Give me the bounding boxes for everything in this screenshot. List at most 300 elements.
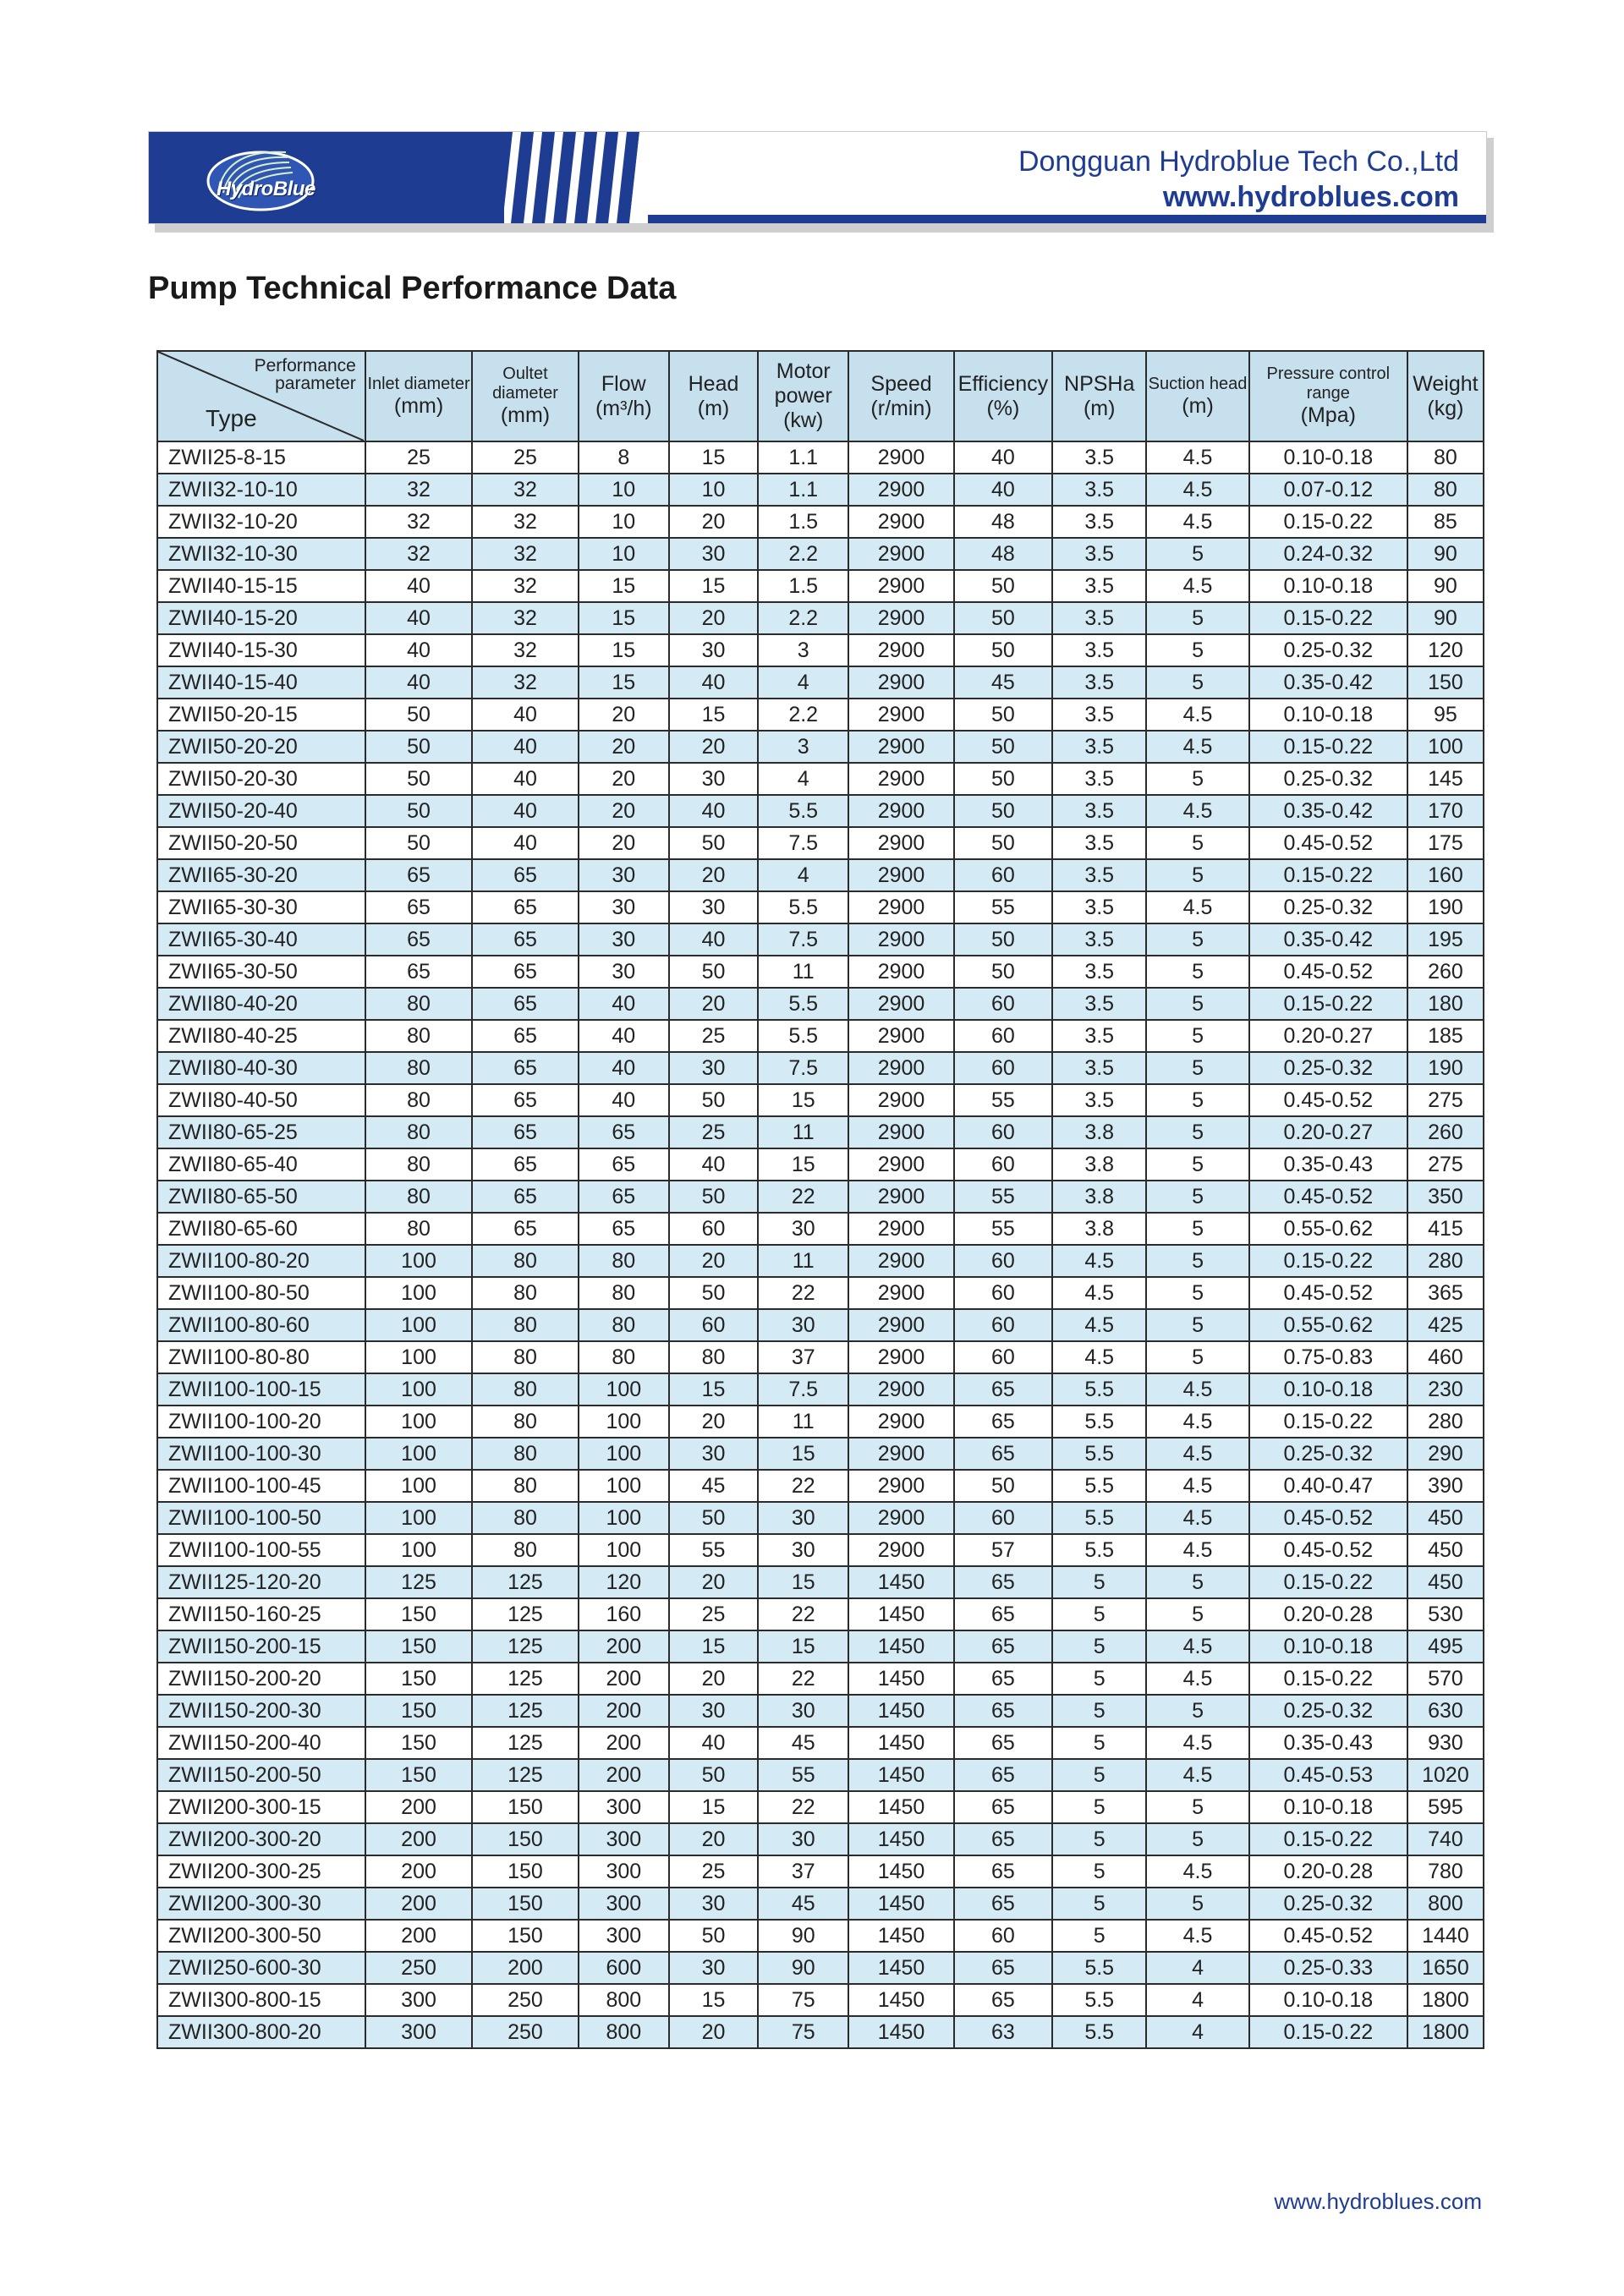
- table-cell: 5: [1052, 1855, 1146, 1888]
- table-cell: 32: [472, 570, 578, 602]
- table-cell: 80: [1407, 441, 1484, 474]
- table-cell: 50: [954, 956, 1052, 988]
- column-header-unit: (%): [986, 396, 1020, 420]
- table-cell: 100: [365, 1470, 472, 1502]
- column-header-suction-head: [1146, 351, 1248, 441]
- table-cell: 100: [579, 1406, 669, 1438]
- table-row: [157, 699, 1484, 731]
- table-cell: 150: [365, 1663, 472, 1695]
- table-cell: 0.55-0.62: [1249, 1309, 1407, 1341]
- table-cell: 200: [579, 1727, 669, 1759]
- table-cell: 22: [758, 1598, 848, 1630]
- table-cell: 1020: [1407, 1759, 1484, 1791]
- table-cell: 740: [1407, 1823, 1484, 1855]
- table-cell: 22: [758, 1181, 848, 1213]
- table-cell: 145: [1407, 763, 1484, 795]
- table-cell: 4.5: [1146, 506, 1248, 538]
- table-cell: 20: [579, 827, 669, 859]
- table-cell: 0.55-0.62: [1249, 1213, 1407, 1245]
- table-cell: 5.5: [758, 988, 848, 1020]
- table-cell: 15: [758, 1630, 848, 1663]
- table-cell: 4.5: [1052, 1245, 1146, 1277]
- table-cell: 55: [669, 1534, 758, 1566]
- table-cell: 5: [1146, 602, 1248, 634]
- table-cell: 3.5: [1052, 956, 1146, 988]
- table-cell: 150: [472, 1920, 578, 1952]
- table-cell: 1450: [848, 1888, 953, 1920]
- table-cell: 0.35-0.42: [1249, 795, 1407, 827]
- company-block: [1018, 144, 1459, 215]
- table-cell: 90: [758, 1920, 848, 1952]
- table-cell: 85: [1407, 506, 1484, 538]
- table-row: [157, 923, 1484, 956]
- corner-parameter-text: parameter: [275, 374, 356, 393]
- pump-type-cell: ZWII300-800-20: [157, 2016, 365, 2048]
- table-cell: 65: [365, 891, 472, 923]
- table-cell: 65: [472, 859, 578, 891]
- table-cell: 1450: [848, 1598, 953, 1630]
- table-cell: 48: [954, 538, 1052, 570]
- pump-type-cell: ZWII80-65-25: [157, 1116, 365, 1148]
- pump-type-cell: ZWII32-10-30: [157, 538, 365, 570]
- table-cell: 5: [1146, 956, 1248, 988]
- table-cell: 0.25-0.32: [1249, 891, 1407, 923]
- table-cell: 40: [579, 988, 669, 1020]
- table-cell: 3: [758, 634, 848, 666]
- table-cell: 120: [579, 1566, 669, 1598]
- table-cell: 25: [669, 1020, 758, 1052]
- pump-type-cell: ZWII100-100-15: [157, 1373, 365, 1406]
- table-cell: 7.5: [758, 1052, 848, 1084]
- table-cell: 4.5: [1146, 1502, 1248, 1534]
- table-cell: 5.5: [758, 891, 848, 923]
- table-cell: 150: [365, 1630, 472, 1663]
- table-cell: 50: [365, 827, 472, 859]
- table-cell: 425: [1407, 1309, 1484, 1341]
- table-cell: 37: [758, 1341, 848, 1373]
- table-row: [157, 1373, 1484, 1406]
- table-cell: 5: [1146, 634, 1248, 666]
- table-cell: 5.5: [1052, 1952, 1146, 1984]
- table-cell: 50: [365, 699, 472, 731]
- table-cell: 40: [472, 763, 578, 795]
- table-cell: 2900: [848, 570, 953, 602]
- table-row: [157, 474, 1484, 506]
- table-cell: 150: [365, 1598, 472, 1630]
- table-cell: 65: [472, 923, 578, 956]
- table-cell: 50: [669, 1084, 758, 1116]
- table-cell: 125: [472, 1695, 578, 1727]
- table-cell: 40: [579, 1084, 669, 1116]
- pump-type-cell: ZWII200-300-20: [157, 1823, 365, 1855]
- table-cell: 30: [579, 859, 669, 891]
- table-row: [157, 1181, 1484, 1213]
- table-cell: 5: [1146, 1052, 1248, 1084]
- column-header-label: Inlet diameter: [367, 374, 470, 393]
- table-cell: 80: [365, 1116, 472, 1148]
- table-cell: 2.2: [758, 602, 848, 634]
- table-cell: 365: [1407, 1277, 1484, 1309]
- table-cell: 50: [669, 1759, 758, 1791]
- table-cell: 230: [1407, 1373, 1484, 1406]
- table-cell: 3.5: [1052, 1084, 1146, 1116]
- table-cell: 5: [1146, 923, 1248, 956]
- table-cell: 30: [758, 1534, 848, 1566]
- banner-bottom-rule: [648, 215, 1486, 223]
- pump-type-cell: ZWII125-120-20: [157, 1566, 365, 1598]
- table-cell: 40: [365, 634, 472, 666]
- table-cell: 60: [954, 859, 1052, 891]
- table-cell: 150: [472, 1888, 578, 1920]
- table-cell: 200: [365, 1920, 472, 1952]
- table-row: [157, 1630, 1484, 1663]
- pump-type-cell: ZWII150-160-25: [157, 1598, 365, 1630]
- table-cell: 60: [954, 1052, 1052, 1084]
- table-cell: 90: [1407, 538, 1484, 570]
- column-header-label: Weight: [1413, 371, 1479, 396]
- column-header-unit: (r/min): [870, 396, 932, 420]
- table-cell: 10: [579, 506, 669, 538]
- table-body: [157, 441, 1484, 2048]
- table-cell: 200: [365, 1823, 472, 1855]
- table-cell: 0.15-0.22: [1249, 2016, 1407, 2048]
- table-cell: 30: [669, 634, 758, 666]
- table-cell: 20: [579, 795, 669, 827]
- table-row: [157, 570, 1484, 602]
- pump-type-cell: ZWII65-30-50: [157, 956, 365, 988]
- table-cell: 190: [1407, 1052, 1484, 1084]
- table-cell: 0.25-0.32: [1249, 1052, 1407, 1084]
- table-cell: 100: [365, 1502, 472, 1534]
- table-cell: 2.2: [758, 538, 848, 570]
- table-cell: 15: [669, 1373, 758, 1406]
- table-cell: 250: [365, 1952, 472, 1984]
- table-cell: 2900: [848, 795, 953, 827]
- table-row: [157, 1855, 1484, 1888]
- table-cell: 4.5: [1052, 1309, 1146, 1341]
- table-cell: 50: [954, 1470, 1052, 1502]
- table-cell: 100: [579, 1534, 669, 1566]
- table-cell: 45: [758, 1727, 848, 1759]
- table-row: [157, 1695, 1484, 1727]
- table-cell: 185: [1407, 1020, 1484, 1052]
- table-cell: 300: [579, 1823, 669, 1855]
- table-cell: 75: [758, 1984, 848, 2016]
- table-cell: 20: [669, 988, 758, 1020]
- table-cell: 0.45-0.52: [1249, 1277, 1407, 1309]
- table-cell: 40: [579, 1020, 669, 1052]
- pump-type-cell: ZWII100-100-20: [157, 1406, 365, 1438]
- table-cell: 2900: [848, 1277, 953, 1309]
- table-cell: 50: [669, 827, 758, 859]
- table-cell: 0.40-0.47: [1249, 1470, 1407, 1502]
- table-cell: 100: [365, 1277, 472, 1309]
- table-cell: 50: [669, 956, 758, 988]
- table-cell: 4.5: [1146, 891, 1248, 923]
- table-cell: 3.5: [1052, 731, 1146, 763]
- table-cell: 4.5: [1146, 731, 1248, 763]
- table-cell: 30: [669, 1052, 758, 1084]
- table-cell: 80: [365, 1181, 472, 1213]
- table-cell: 55: [954, 1181, 1052, 1213]
- pump-type-cell: ZWII50-20-50: [157, 827, 365, 859]
- table-cell: 60: [954, 1116, 1052, 1148]
- table-cell: 0.35-0.42: [1249, 666, 1407, 699]
- table-cell: 0.24-0.32: [1249, 538, 1407, 570]
- table-cell: 15: [579, 634, 669, 666]
- table-cell: 75: [758, 2016, 848, 2048]
- table-cell: 4.5: [1146, 1534, 1248, 1566]
- table-row: [157, 441, 1484, 474]
- table-cell: 20: [669, 1245, 758, 1277]
- table-cell: 32: [472, 666, 578, 699]
- table-cell: 25: [472, 441, 578, 474]
- table-cell: 390: [1407, 1470, 1484, 1502]
- table-cell: 2900: [848, 827, 953, 859]
- table-cell: 250: [472, 1984, 578, 2016]
- table-cell: 0.10-0.18: [1249, 1791, 1407, 1823]
- corner-header-cell: [157, 351, 365, 441]
- table-cell: 1.5: [758, 570, 848, 602]
- table-cell: 200: [365, 1888, 472, 1920]
- table-cell: 60: [954, 1920, 1052, 1952]
- table-cell: 40: [669, 666, 758, 699]
- table-cell: 300: [579, 1888, 669, 1920]
- table-cell: 0.10-0.18: [1249, 1630, 1407, 1663]
- table-cell: 5: [1146, 1566, 1248, 1598]
- table-cell: 55: [758, 1759, 848, 1791]
- table-cell: 80: [472, 1502, 578, 1534]
- table-row: [157, 795, 1484, 827]
- table-row: [157, 1406, 1484, 1438]
- column-header-unit: (mm): [393, 393, 444, 418]
- table-cell: 450: [1407, 1502, 1484, 1534]
- table-cell: 3.8: [1052, 1213, 1146, 1245]
- table-cell: 90: [1407, 570, 1484, 602]
- table-cell: 190: [1407, 891, 1484, 923]
- table-cell: 4.5: [1146, 1470, 1248, 1502]
- table-cell: 2900: [848, 1181, 953, 1213]
- page-title: Pump Technical Performance Data: [148, 271, 677, 306]
- table-cell: 195: [1407, 923, 1484, 956]
- table-cell: 45: [669, 1470, 758, 1502]
- table-row: [157, 1148, 1484, 1181]
- header-banner: [148, 131, 1487, 224]
- pump-type-cell: ZWII32-10-20: [157, 506, 365, 538]
- pump-type-cell: ZWII100-100-50: [157, 1502, 365, 1534]
- table-cell: 2900: [848, 634, 953, 666]
- pump-type-cell: ZWII100-100-45: [157, 1470, 365, 1502]
- pump-type-cell: ZWII80-65-60: [157, 1213, 365, 1245]
- table-cell: 50: [365, 795, 472, 827]
- table-cell: 37: [758, 1855, 848, 1888]
- table-cell: 65: [954, 1759, 1052, 1791]
- table-cell: 50: [954, 827, 1052, 859]
- table-cell: 2900: [848, 1341, 953, 1373]
- table-cell: 3.5: [1052, 699, 1146, 731]
- table-cell: 80: [472, 1309, 578, 1341]
- table-cell: 4.5: [1052, 1341, 1146, 1373]
- pump-type-cell: ZWII100-100-30: [157, 1438, 365, 1470]
- pump-type-cell: ZWII40-15-30: [157, 634, 365, 666]
- table-cell: 125: [472, 1566, 578, 1598]
- pump-type-cell: ZWII50-20-20: [157, 731, 365, 763]
- pump-type-cell: ZWII100-100-55: [157, 1534, 365, 1566]
- column-header-head: [669, 351, 758, 441]
- table-cell: 5: [1146, 1888, 1248, 1920]
- column-header-unit: (kw): [783, 408, 824, 432]
- table-cell: 0.15-0.22: [1249, 1566, 1407, 1598]
- table-cell: 32: [365, 538, 472, 570]
- table-row: [157, 1470, 1484, 1502]
- table-cell: 4.5: [1052, 1277, 1146, 1309]
- table-cell: 80: [579, 1309, 669, 1341]
- footer-website[interactable]: www.hydroblues.com: [1274, 2189, 1482, 2214]
- company-website[interactable]: www.hydroblues.com: [1162, 181, 1459, 213]
- table-cell: 570: [1407, 1663, 1484, 1695]
- table-cell: 2900: [848, 474, 953, 506]
- table-cell: 55: [954, 891, 1052, 923]
- table-cell: 60: [954, 1341, 1052, 1373]
- table-cell: 1450: [848, 1630, 953, 1663]
- pump-type-cell: ZWII100-80-80: [157, 1341, 365, 1373]
- table-cell: 5: [1146, 1598, 1248, 1630]
- table-cell: 5: [1146, 538, 1248, 570]
- table-cell: 2900: [848, 538, 953, 570]
- column-header-efficiency: [954, 351, 1052, 441]
- table-row: [157, 1309, 1484, 1341]
- table-cell: 100: [579, 1502, 669, 1534]
- table-cell: 0.45-0.52: [1249, 1502, 1407, 1534]
- table-cell: 0.45-0.52: [1249, 827, 1407, 859]
- table-cell: 80: [365, 988, 472, 1020]
- table-cell: 2900: [848, 1406, 953, 1438]
- table-cell: 3.5: [1052, 602, 1146, 634]
- table-cell: 30: [669, 1438, 758, 1470]
- table-cell: 5: [1146, 1181, 1248, 1213]
- table-row: [157, 1823, 1484, 1855]
- table-cell: 90: [758, 1952, 848, 1984]
- table-cell: 11: [758, 1245, 848, 1277]
- table-cell: 200: [579, 1630, 669, 1663]
- table-row: [157, 1116, 1484, 1148]
- table-cell: 40: [669, 795, 758, 827]
- table-cell: 65: [365, 956, 472, 988]
- pump-type-cell: ZWII40-15-20: [157, 602, 365, 634]
- table-cell: 0.25-0.32: [1249, 1438, 1407, 1470]
- table-cell: 15: [669, 1630, 758, 1663]
- table-cell: 1450: [848, 1855, 953, 1888]
- table-cell: 80: [472, 1438, 578, 1470]
- table-cell: 0.45-0.52: [1249, 1084, 1407, 1116]
- table-cell: 1.1: [758, 474, 848, 506]
- table-row: [157, 1534, 1484, 1566]
- table-cell: 100: [365, 1438, 472, 1470]
- table-cell: 595: [1407, 1791, 1484, 1823]
- table-cell: 3.8: [1052, 1116, 1146, 1148]
- table-cell: 300: [365, 1984, 472, 2016]
- table-cell: 22: [758, 1663, 848, 1695]
- table-cell: 1450: [848, 1663, 953, 1695]
- corner-type-label: Type: [206, 404, 257, 431]
- table-cell: 65: [472, 1020, 578, 1052]
- table-cell: 2900: [848, 1020, 953, 1052]
- table-row: [157, 1277, 1484, 1309]
- table-cell: 15: [758, 1084, 848, 1116]
- table-cell: 100: [365, 1341, 472, 1373]
- table-cell: 3.5: [1052, 923, 1146, 956]
- column-header-label: Motor power: [774, 359, 832, 408]
- table-cell: 60: [954, 1502, 1052, 1534]
- table-cell: 3.5: [1052, 1020, 1146, 1052]
- table-cell: 0.45-0.53: [1249, 1759, 1407, 1791]
- table-cell: 65: [954, 1663, 1052, 1695]
- table-cell: 250: [472, 2016, 578, 2048]
- table-cell: 150: [1407, 666, 1484, 699]
- table-cell: 15: [669, 699, 758, 731]
- table-row: [157, 1791, 1484, 1823]
- table-cell: 50: [954, 699, 1052, 731]
- table-cell: 30: [579, 956, 669, 988]
- table-cell: 0.10-0.18: [1249, 570, 1407, 602]
- pump-type-cell: ZWII80-65-50: [157, 1181, 365, 1213]
- table-cell: 2900: [848, 1534, 953, 1566]
- table-row: [157, 634, 1484, 666]
- table-cell: 50: [365, 731, 472, 763]
- table-cell: 2900: [848, 1502, 953, 1534]
- table-cell: 40: [669, 923, 758, 956]
- table-cell: 5: [1052, 1598, 1146, 1630]
- table-cell: 125: [472, 1727, 578, 1759]
- table-cell: 3.5: [1052, 1052, 1146, 1084]
- table-cell: 2900: [848, 891, 953, 923]
- table-cell: 125: [365, 1566, 472, 1598]
- table-cell: 80: [472, 1470, 578, 1502]
- table-row: [157, 763, 1484, 795]
- table-cell: 11: [758, 1116, 848, 1148]
- table-cell: 65: [365, 923, 472, 956]
- table-cell: 150: [365, 1727, 472, 1759]
- table-cell: 4.5: [1146, 1373, 1248, 1406]
- table-cell: 180: [1407, 988, 1484, 1020]
- table-row: [157, 1438, 1484, 1470]
- table-cell: 200: [579, 1663, 669, 1695]
- table-cell: 20: [669, 1663, 758, 1695]
- table-cell: 65: [472, 891, 578, 923]
- table-cell: 0.45-0.52: [1249, 956, 1407, 988]
- table-cell: 65: [954, 1438, 1052, 1470]
- table-cell: 50: [954, 923, 1052, 956]
- table-cell: 3.8: [1052, 1181, 1146, 1213]
- table-cell: 3.5: [1052, 538, 1146, 570]
- pump-type-cell: ZWII150-200-40: [157, 1727, 365, 1759]
- table-cell: 930: [1407, 1727, 1484, 1759]
- table-cell: 50: [669, 1181, 758, 1213]
- table-cell: 80: [472, 1406, 578, 1438]
- table-cell: 260: [1407, 956, 1484, 988]
- table-cell: 5: [1052, 1920, 1146, 1952]
- table-cell: 0.15-0.22: [1249, 731, 1407, 763]
- table-cell: 0.20-0.28: [1249, 1598, 1407, 1630]
- table-cell: 45: [954, 666, 1052, 699]
- table-cell: 3: [758, 731, 848, 763]
- pump-type-cell: ZWII65-30-30: [157, 891, 365, 923]
- table-cell: 60: [954, 1277, 1052, 1309]
- table-cell: 415: [1407, 1213, 1484, 1245]
- table-cell: 2900: [848, 763, 953, 795]
- table-cell: 0.35-0.43: [1249, 1727, 1407, 1759]
- table-cell: 30: [669, 1695, 758, 1727]
